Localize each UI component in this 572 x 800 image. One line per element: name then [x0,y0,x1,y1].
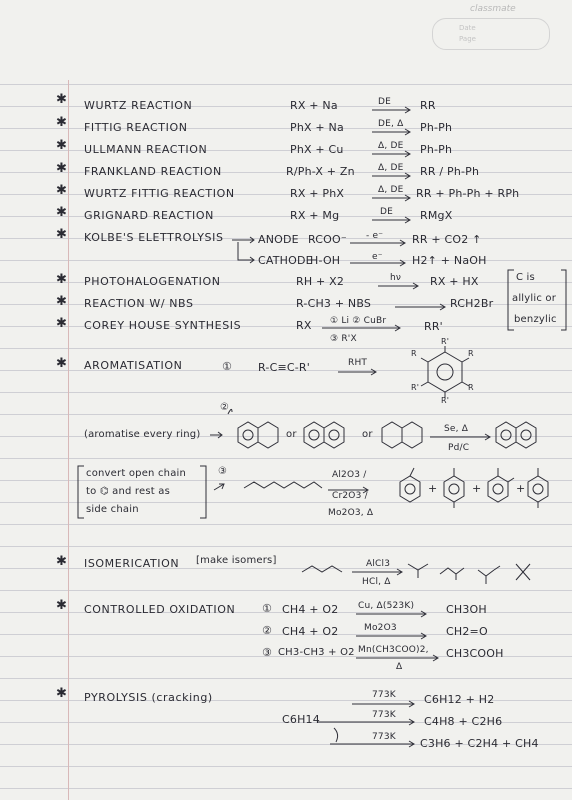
reaction-name: ULLMANN REACTION [84,143,208,156]
open-chain-note: to ⌬ and rest as [86,486,171,497]
cathode-reactant: H-OH [310,254,341,267]
bullet-star-icon: ✱ [56,227,67,242]
substituent-label: R [468,383,474,392]
reaction-equation: RX [296,319,312,332]
reaction-name: KOLBE'S ELETTROLYSIS [84,231,224,244]
plus-sign: + [428,482,438,495]
brand-logo: classmate [470,4,516,14]
bullet-star-icon: ✱ [56,205,67,220]
reaction-name: PYROLYSIS (cracking) [84,691,213,704]
bullet-star-icon: ✱ [56,115,67,130]
reaction-equation: RX + Mg [290,209,340,222]
reaction-condition: 773K [372,732,396,742]
anode-product: RR + CO2 ↑ [412,233,482,246]
reaction-condition-2: Δ [396,662,403,672]
corey-step-3: ③ R'X [330,334,357,344]
step-number: ③ [218,466,228,477]
pd-condition: Pd/C [448,443,470,453]
step-number: ③ [262,646,273,659]
reactants: CH4 + O2 [282,625,339,638]
cathode-product: H2↑ + NaOH [412,254,487,267]
plus-sign: + [472,482,482,495]
se-condition: Se, Δ [444,424,469,434]
reaction-equation: RX + PhX [290,187,345,200]
reaction-equation: PhX + Cu [290,143,344,156]
reaction-product: RR / Ph-Ph [420,165,480,178]
substituent-label: R [468,349,474,358]
plus-sign: + [516,482,526,495]
alkyne-reactant: R-C≡C-R' [258,361,310,374]
bullet-star-icon: ✱ [56,686,67,701]
catalyst-label: AlCl3 [366,559,391,569]
reaction-name: GRIGNARD REACTION [84,209,214,222]
reaction-condition: Δ, DE [378,163,404,173]
reaction-product: RX + HX [430,275,479,288]
reaction-condition: DE [380,207,394,217]
reaction-name: COREY HOUSE SYNTHESIS [84,319,242,332]
reaction-condition: Mn(CH3COO)2, [358,645,429,655]
reaction-equation: R/Ph-X + Zn [286,165,355,178]
reaction-product: CH3OH [446,603,487,616]
page-label: Page [459,35,476,43]
reaction-product: C3H6 + C2H4 + CH4 [420,737,539,750]
cathode-condition: e⁻ [372,252,383,262]
catalyst-label: HCl, Δ [362,577,391,587]
reaction-equation: RH + X2 [296,275,345,288]
open-chain-note: convert open chain [86,468,187,479]
step-number: ② [262,624,273,637]
reaction-condition: ① Li ② CuBr [330,316,387,326]
reaction-condition: Δ, DE [378,185,404,195]
substituent-label: R' [441,396,450,405]
reaction-name: AROMATISATION [84,359,183,372]
step-number: ① [262,602,273,615]
substituent-label: R' [411,383,420,392]
reaction-name: REACTION W/ NBS [84,297,194,310]
reaction-condition: RHT [348,358,368,368]
reaction-product: Ph-Ph [420,143,453,156]
reaction-condition: Δ, DE [378,141,404,151]
bullet-star-icon: ✱ [56,598,67,613]
catalyst-label: Mo2O3, Δ [328,508,374,518]
reaction-equation: R-CH3 + NBS [296,297,372,310]
nbs-note-line: C is [516,272,535,283]
reaction-condition: 773K [372,710,396,720]
reaction-product: C4H8 + C2H6 [424,715,503,728]
bullet-star-icon: ✱ [56,294,67,309]
bullet-star-icon: ✱ [56,92,67,107]
nbs-note-line: allylic or [512,293,557,304]
catalyst-label: Al2O3 / [332,470,367,480]
anode-reactant: RCOO⁻ [308,233,347,246]
reaction-condition: 773K [372,690,396,700]
bullet-star-icon: ✱ [56,272,67,287]
date-label: Date [459,24,476,32]
substituent-label: R' [441,337,450,346]
bullet-star-icon: ✱ [56,316,67,331]
step-number: ① [222,360,233,373]
reaction-product: CH2=O [446,625,488,638]
reaction-equation: PhX + Na [290,121,344,134]
bullet-star-icon: ✱ [56,138,67,153]
reaction-name: WURTZ REACTION [84,99,193,112]
cathode-label: CATHODE [258,254,313,267]
or-label: or [362,429,373,440]
reaction-equation: RX + Na [290,99,338,112]
reaction-product: RCH2Br [450,297,494,310]
reaction-product: RR + Ph-Ph + RPh [416,187,520,200]
substituent-label: R [411,349,417,358]
anode-condition: - e⁻ [366,231,384,241]
reaction-product: CH3COOH [446,647,504,660]
reaction-product: Ph-Ph [420,121,453,134]
reaction-name: FRANKLAND REACTION [84,165,222,178]
reaction-product: RR [420,99,436,112]
reaction-condition: DE [378,97,392,107]
aromatise-note: (aromatise every ring) [84,429,201,440]
bullet-star-icon: ✱ [56,161,67,176]
nbs-note-line: benzylic [514,314,557,325]
isomer-note: [make isomers] [196,555,277,566]
bullet-star-icon: ✱ [56,554,67,569]
catalyst-label: Cr2O3 / [332,491,368,501]
reaction-product: C6H12 + H2 [424,693,495,706]
reactants: CH3-CH3 + O2 [278,647,355,658]
reaction-condition: DE, Δ [378,119,404,129]
reaction-condition: Mo2O3 [364,623,397,633]
reaction-product: RR' [424,320,443,333]
reaction-name: ISOMERICATION [84,557,180,570]
reaction-condition: Cu, Δ(523K) [358,601,415,611]
bullet-star-icon: ✱ [56,183,67,198]
reaction-name: CONTROLLED OXIDATION [84,603,236,616]
or-label: or [286,429,297,440]
reaction-condition: hν [390,273,402,283]
reactants: CH4 + O2 [282,603,339,616]
reaction-name: PHOTOHALOGENATION [84,275,221,288]
open-chain-note: side chain [86,504,139,515]
step-number: ② [220,402,230,413]
reaction-name: WURTZ FITTIG REACTION [84,187,235,200]
reaction-product: RMgX [420,209,453,222]
pyrolysis-reactant: C6H14 [282,713,320,726]
bullet-star-icon: ✱ [56,356,67,371]
reaction-name: FITTIG REACTION [84,121,188,134]
anode-label: ANODE [258,233,299,246]
